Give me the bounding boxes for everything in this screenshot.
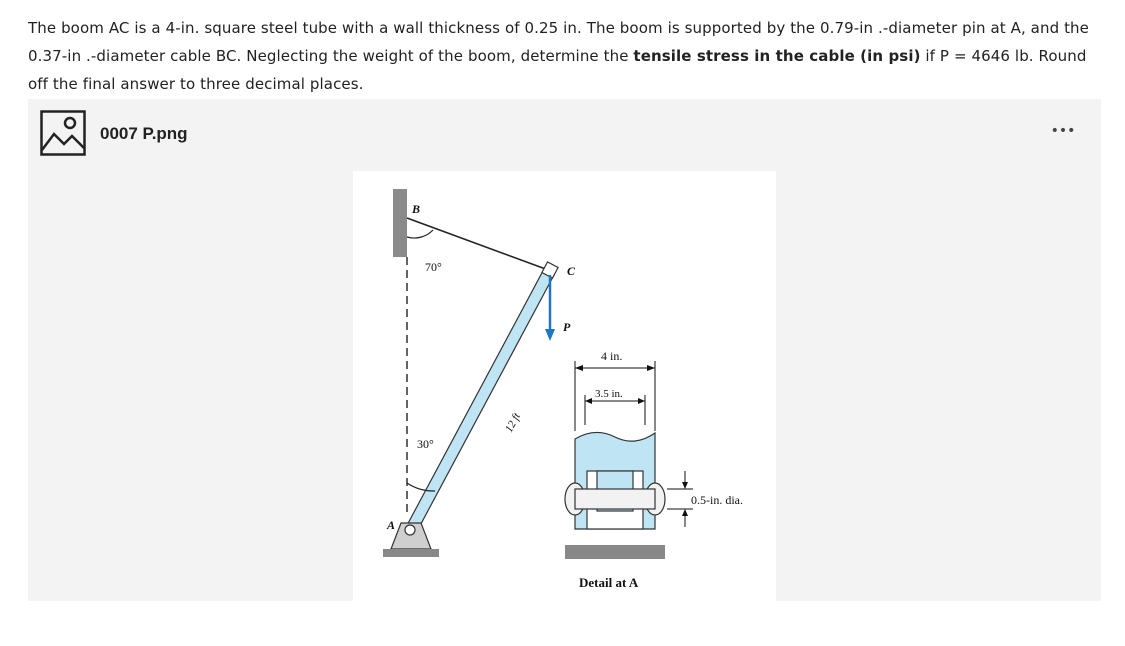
label-b: B — [412, 202, 421, 216]
dim-inner-label: 3.5 in. — [595, 388, 623, 400]
length-label: 12 ft — [503, 411, 523, 435]
label-c: C — [567, 264, 576, 278]
attachment-header — [28, 99, 1101, 169]
figure-boom-diagram — [353, 171, 776, 601]
wall-support — [393, 189, 407, 257]
ground-detail — [565, 545, 665, 559]
label-p: P — [563, 320, 571, 334]
question-emphasis: tensile stress in the cable (in psi) — [633, 47, 921, 65]
angle-arc-top — [407, 230, 433, 238]
boom-diagram-svg — [353, 171, 776, 601]
angle-label-bottom: 30° — [417, 437, 434, 451]
question-part-1: The boom AC is a 4-in. square steel tube with a wall thickness of 0.25 in. The boom is supported by the 0.79-in .-diameter pin at A, and the 0.37-in .-diameter cable BC. Neglecting the weight of the boom, determine the — [28, 19, 1089, 65]
image-file-icon — [40, 110, 86, 156]
boom-ac — [405, 269, 554, 535]
image-attachment — [28, 99, 1101, 601]
detail-caption: Detail at A — [579, 575, 639, 590]
dim-outer-label: 4 in. — [601, 349, 623, 363]
attachment-file-name: 0007 P.png — [100, 124, 188, 143]
more-options-button[interactable]: ••• — [1050, 123, 1076, 139]
pin-dia-label: 0.5-in. dia. — [691, 493, 743, 507]
pin-detail — [575, 489, 655, 509]
question-text — [28, 14, 1108, 98]
label-a: A — [387, 518, 396, 532]
angle-label-top: 70° — [425, 260, 442, 274]
ground-a — [383, 549, 439, 557]
pin-a — [405, 525, 415, 535]
load-arrowhead — [545, 329, 555, 341]
question-part-2: if P = 4646 lb. Round off the final answer to three decimal places. — [28, 47, 1087, 93]
